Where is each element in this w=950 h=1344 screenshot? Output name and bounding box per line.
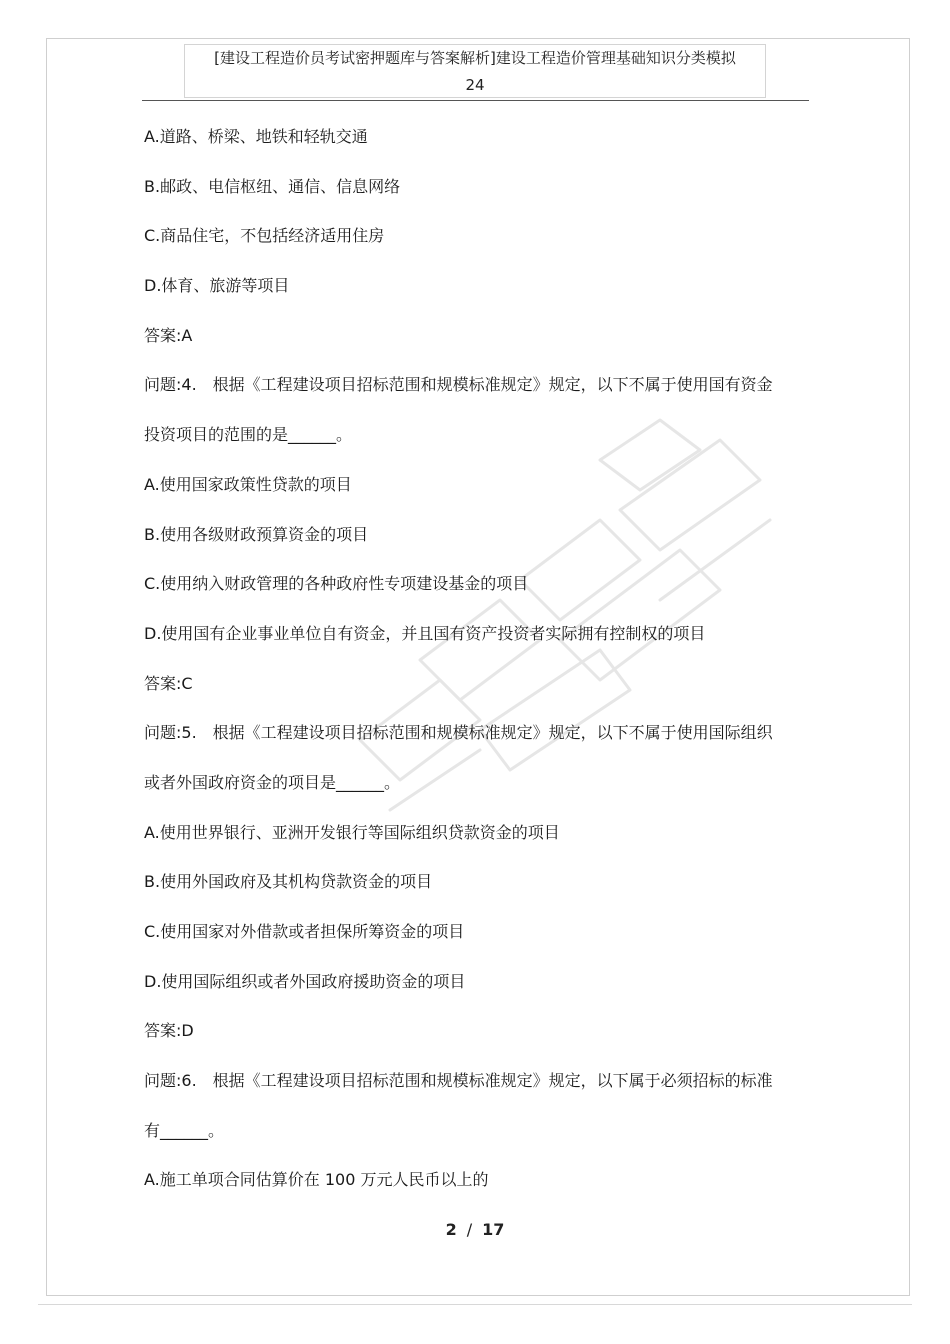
page-bottom-edge xyxy=(38,1304,912,1305)
page-number xyxy=(0,1220,950,1239)
document-body xyxy=(144,112,814,1205)
answer-line: 答案:D xyxy=(144,1021,194,1041)
text-line: D.体育、旅游等项目 xyxy=(144,276,290,296)
page-separator: / xyxy=(466,1220,473,1239)
question-line: 投资项目的范围的是______。 xyxy=(144,425,353,445)
header-title-line2: 24 xyxy=(465,76,485,94)
text-line: C.商品住宅，不包括经济适用住房 xyxy=(144,226,385,246)
text-line: A.施工单项合同估算价在 100 万元人民币以上的 xyxy=(144,1170,489,1190)
question-line: 问题:4. 根据《工程建设项目招标范围和规模标准规定》规定，以下不属于使用国有资金 xyxy=(144,375,773,395)
question-line: 或者外国政府资金的项目是______。 xyxy=(144,772,401,792)
question-line: 问题:6. 根据《工程建设项目招标范围和规模标准规定》规定，以下属于必须招标的标准 xyxy=(144,1071,773,1091)
question-line: 有______。 xyxy=(144,1120,225,1140)
text-line: B.使用外国政府及其机构贷款资金的项目 xyxy=(144,872,433,892)
text-line: D.使用国际组织或者外国政府援助资金的项目 xyxy=(144,971,466,991)
answer-line: 答案:C xyxy=(144,673,193,693)
text-line: A.道路、桥梁、地铁和轻轨交通 xyxy=(144,127,368,146)
text-line: A.使用国家政策性贷款的项目 xyxy=(144,474,352,494)
text-line: C.使用国家对外借款或者担保所筹资金的项目 xyxy=(144,922,465,941)
header-divider xyxy=(142,100,809,101)
page-header xyxy=(184,44,766,98)
total-pages: 17 xyxy=(482,1220,505,1239)
question-line: 问题:5. 根据《工程建设项目招标范围和规模标准规定》规定，以下不属于使用国际组织 xyxy=(144,723,773,743)
answer-line: 答案:A xyxy=(144,325,193,345)
header-title-line1: [建设工程造价员考试密押题库与答案解析]建设工程造价管理基础知识分类模拟 xyxy=(214,49,736,67)
text-line: B.使用各级财政预算资金的项目 xyxy=(144,524,369,544)
text-line: D.使用国有企业事业单位自有资金，并且国有资产投资者实际拥有控制权的项目 xyxy=(144,623,706,643)
text-line: C.使用纳入财政管理的各种政府性专项建设基金的项目 xyxy=(144,574,529,594)
text-line: A.使用世界银行、亚洲开发银行等国际组织贷款资金的项目 xyxy=(144,822,560,842)
current-page: 2 xyxy=(445,1220,457,1239)
text-line: B.邮政、电信枢纽、通信、信息网络 xyxy=(144,176,401,196)
